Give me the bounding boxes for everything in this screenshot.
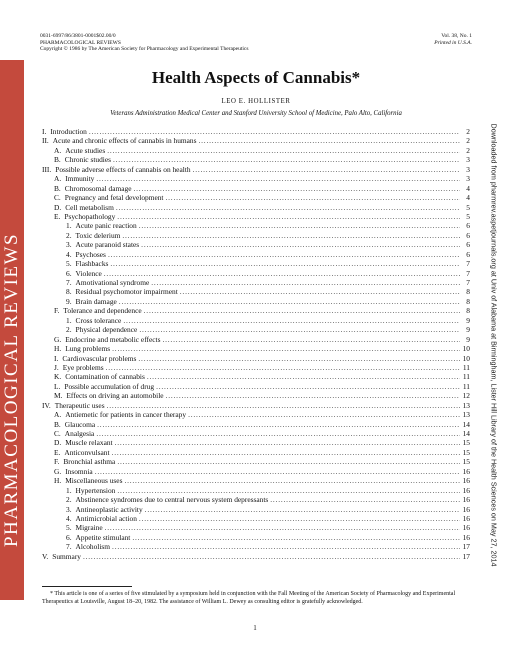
toc-entry-page: 16 — [462, 495, 470, 505]
toc-entry-number: E. — [54, 211, 61, 221]
toc-entry-page: 6 — [466, 240, 470, 250]
toc-entry-number: C. — [54, 193, 61, 203]
toc-entry-number: 2. — [66, 495, 72, 505]
toc-entry-page: 8 — [466, 306, 470, 316]
toc-entry-number: 7. — [66, 278, 72, 287]
toc-entry-number: 1. — [66, 315, 72, 325]
toc-entry-number: F. — [54, 306, 60, 316]
toc-entry — [42, 212, 470, 221]
toc-entry-page: 10 — [462, 344, 470, 354]
toc-entry — [42, 486, 470, 495]
toc-entry-number: G. — [54, 334, 62, 344]
toc-leader-dots — [139, 221, 460, 230]
toc-entry — [42, 420, 470, 429]
toc-entry-label: Introduction — [50, 127, 87, 136]
toc-entry-page: 8 — [466, 287, 470, 297]
toc-entry — [42, 354, 470, 363]
toc-entry-label: Insomnia — [65, 466, 93, 476]
toc-leader-dots — [199, 136, 460, 145]
toc-entry-label: Summary — [52, 551, 81, 561]
journal-sidebar-label: PHARMACOLOGICAL REVIEWS — [1, 232, 22, 548]
toc-entry — [42, 542, 470, 551]
toc-entry-page: 9 — [466, 334, 470, 344]
toc-entry — [42, 514, 470, 523]
toc-entry-label: Chronic studies — [64, 155, 111, 165]
toc-entry-page: 2 — [466, 136, 470, 146]
toc-leader-dots — [145, 505, 460, 514]
toc-leader-dots — [108, 250, 460, 259]
toc-entry-label: Glaucoma — [64, 419, 96, 429]
toc-entry-page: 11 — [462, 372, 470, 382]
toc-leader-dots — [134, 184, 461, 193]
toc-entry-label: Tolerance and dependence — [63, 306, 142, 316]
toc-entry-label: Cardiovascular problems — [62, 353, 137, 363]
toc-entry-page: 9 — [466, 325, 470, 335]
toc-entry-number: III. — [42, 164, 52, 174]
article-affiliation: Veterans Administration Medical Center and Stanford University School of Medicine, Palo Alto, California — [110, 110, 402, 117]
toc-entry-page: 15 — [462, 447, 470, 457]
toc-entry — [42, 401, 470, 410]
toc-leader-dots — [112, 344, 460, 353]
toc-entry — [42, 231, 470, 240]
toc-entry — [42, 382, 470, 391]
toc-entry-number: 2. — [66, 230, 72, 240]
toc-entry-page: 15 — [462, 457, 470, 467]
toc-entry-page: 17 — [462, 542, 470, 552]
toc-entry — [42, 193, 470, 202]
toc-entry-page: 6 — [466, 221, 470, 231]
table-of-contents — [42, 127, 470, 561]
toc-entry-label: Cross tolerance — [75, 315, 122, 325]
toc-entry — [42, 335, 470, 344]
toc-entry — [42, 184, 470, 193]
toc-leader-dots — [115, 438, 460, 447]
toc-entry — [42, 457, 470, 466]
toc-leader-dots — [123, 316, 460, 325]
toc-entry-number: F. — [54, 457, 60, 467]
toc-entry-label: Muscle relaxant — [65, 438, 113, 448]
toc-leader-dots — [193, 165, 460, 174]
toc-entry-label: Antiemetic for patients in cancer therapy — [65, 410, 187, 420]
toc-entry — [42, 174, 470, 183]
toc-entry-page: 4 — [466, 183, 470, 193]
toc-entry — [42, 363, 470, 372]
toc-entry-number: 1. — [66, 221, 72, 231]
toc-entry-number: A. — [54, 145, 62, 155]
toc-entry-page: 7 — [466, 278, 470, 287]
toc-leader-dots — [83, 552, 460, 561]
toc-entry — [42, 240, 470, 249]
toc-entry-page: 2 — [466, 145, 470, 155]
toc-entry-number: C. — [54, 429, 61, 438]
download-note: Downloaded from pharmrev.aspetjournals.org at Univ of Alabama at Birmingham, Lister Hill Library of the Health Sciences on May 27, 2014 — [489, 123, 499, 567]
toc-entry-page: 16 — [462, 523, 470, 533]
toc-entry-page: 3 — [466, 155, 470, 165]
toc-entry-number: L. — [54, 381, 61, 391]
toc-leader-dots — [96, 429, 460, 438]
toc-entry — [42, 297, 470, 306]
toc-entry-label: Abstinence syndromes due to central nervous system depressants — [75, 495, 269, 505]
toc-entry-page: 16 — [462, 532, 470, 542]
toc-leader-dots — [188, 410, 460, 419]
toc-entry-page: 17 — [462, 551, 470, 561]
toc-leader-dots — [96, 174, 460, 183]
toc-entry — [42, 155, 470, 164]
toc-entry-label: Flashbacks — [75, 259, 109, 269]
page-number: 1 — [253, 624, 257, 632]
toc-leader-dots — [122, 231, 460, 240]
toc-entry-page: 16 — [462, 466, 470, 476]
toc-entry-label: Miscellaneous uses — [65, 476, 123, 486]
toc-leader-dots — [139, 514, 460, 523]
toc-entry — [42, 410, 470, 419]
toc-entry-page: 9 — [466, 315, 470, 325]
toc-leader-dots — [180, 287, 460, 296]
toc-entry-page: 6 — [466, 230, 470, 240]
toc-entry-label: Contamination of cannabis — [65, 372, 145, 382]
toc-entry — [42, 269, 470, 278]
toc-entry-label: Pregnancy and fetal development — [64, 193, 164, 203]
toc-entry-page: 10 — [462, 353, 470, 363]
toc-leader-dots — [117, 486, 460, 495]
toc-entry-label: Chromosomal damage — [64, 183, 132, 193]
toc-entry-number: A. — [54, 174, 62, 184]
toc-entry-page: 5 — [466, 211, 470, 221]
toc-entry-number: V. — [42, 551, 49, 561]
toc-entry-number: 7. — [66, 542, 72, 552]
toc-entry — [42, 391, 470, 400]
toc-entry-page: 13 — [462, 410, 470, 420]
toc-entry — [42, 316, 470, 325]
toc-entry-page: 5 — [466, 202, 470, 212]
toc-entry-label: Possible adverse effects of cannabis on health — [55, 164, 191, 174]
toc-entry-number: 6. — [66, 268, 72, 278]
toc-leader-dots — [117, 212, 460, 221]
toc-entry-label: Acute panic reaction — [75, 221, 137, 231]
toc-entry-label: Toxic delerium — [75, 230, 121, 240]
toc-entry-label: Eye problems — [62, 362, 104, 372]
toc-entry-number: 2. — [66, 325, 72, 335]
toc-entry — [42, 146, 470, 155]
toc-entry-label: Psychopathology — [64, 211, 116, 221]
toc-entry-number: 6. — [66, 532, 72, 542]
toc-entry-number: B. — [54, 155, 61, 165]
toc-entry-number: B. — [54, 419, 61, 429]
toc-entry — [42, 325, 470, 334]
journal-copyright: Copyright © 1986 by The American Society for Pharmacology and Experimental Therapeutics — [40, 46, 249, 53]
toc-entry — [42, 221, 470, 230]
footnote-rule — [42, 586, 132, 587]
toc-leader-dots — [112, 448, 460, 457]
toc-entry — [42, 287, 470, 296]
toc-leader-dots — [104, 269, 460, 278]
toc-entry-label: Migraine — [75, 523, 103, 533]
toc-leader-dots — [107, 401, 460, 410]
toc-leader-dots — [166, 391, 460, 400]
toc-leader-dots — [119, 297, 460, 306]
toc-leader-dots — [270, 495, 460, 504]
toc-entry-page: 14 — [462, 429, 470, 438]
toc-entry — [42, 372, 470, 381]
toc-entry — [42, 523, 470, 532]
toc-leader-dots — [132, 533, 460, 542]
toc-entry-label: Violence — [75, 268, 102, 278]
toc-entry-label: Therapeutic uses — [54, 400, 105, 410]
toc-entry-label: Physical dependence — [75, 325, 138, 335]
toc-leader-dots — [156, 382, 460, 391]
toc-leader-dots — [89, 127, 460, 136]
toc-entry — [42, 127, 470, 136]
toc-entry-label: Hypertension — [75, 485, 116, 495]
toc-entry-page: 15 — [462, 438, 470, 448]
toc-leader-dots — [112, 542, 460, 551]
toc-leader-dots — [113, 155, 460, 164]
toc-leader-dots — [117, 457, 460, 466]
toc-entry-label: Possible accumulation of drug — [64, 381, 155, 391]
toc-entry-label: Acute paranoid states — [75, 240, 140, 250]
journal-name: PHARMACOLOGICAL REVIEWS — [40, 39, 121, 46]
toc-leader-dots — [144, 306, 460, 315]
toc-entry-page: 11 — [462, 362, 470, 372]
toc-entry-number: B. — [54, 183, 61, 193]
toc-entry-label: Amotivational syndrome — [75, 278, 150, 287]
toc-entry-number: 9. — [66, 296, 72, 306]
journal-volume: Vol. 38, No. 1 — [441, 33, 472, 39]
toc-entry-number: E. — [54, 447, 61, 457]
toc-entry-label: Bronchial asthma — [63, 457, 116, 467]
journal-code: 0031-6997/86/3801-0001$02.00/0 — [40, 33, 116, 39]
toc-entry-label: Effects on driving an automobile — [66, 391, 164, 401]
toc-entry — [42, 165, 470, 174]
toc-entry-number: K. — [54, 372, 62, 382]
toc-leader-dots — [105, 523, 460, 532]
toc-entry — [42, 306, 470, 315]
toc-entry-label: Endocrine and metabolic effects — [65, 334, 161, 344]
toc-leader-dots — [162, 335, 460, 344]
toc-leader-dots — [141, 240, 460, 249]
toc-entry — [42, 495, 470, 504]
toc-entry — [42, 203, 470, 212]
toc-entry-number: M. — [54, 391, 63, 401]
toc-entry-label: Brain damage — [75, 296, 117, 306]
toc-entry-page: 16 — [462, 504, 470, 514]
toc-leader-dots — [97, 420, 460, 429]
toc-entry-page: 13 — [462, 400, 470, 410]
toc-entry-page: 16 — [462, 476, 470, 486]
toc-entry-number: 4. — [66, 249, 72, 259]
toc-leader-dots — [95, 467, 460, 476]
toc-entry-label: Residual psychomotor impairment — [75, 287, 178, 297]
footnote: * This article is one of a series of five stimulated by a symposium held in conjunction with the Fall Meeting of the American Society of Pharmacology and Experimental Therapeutics at Louisville, August 18–20, 1982. The assistance of William L. Dewey as consulting editor is gratefully acknowledged. — [42, 591, 456, 605]
toc-entry — [42, 533, 470, 542]
toc-entry — [42, 476, 470, 485]
toc-entry-page: 16 — [462, 513, 470, 523]
toc-entry-number: I. — [54, 353, 59, 363]
toc-entry-page: 3 — [466, 174, 470, 184]
toc-entry-number: 8. — [66, 287, 72, 297]
toc-entry-number: I. — [42, 127, 47, 136]
toc-entry-page: 6 — [466, 249, 470, 259]
article-title: Health Aspects of Cannabis* — [151, 68, 361, 87]
toc-entry-page: 14 — [462, 419, 470, 429]
toc-entry — [42, 438, 470, 447]
toc-entry-page: 8 — [466, 296, 470, 306]
toc-entry-label: Analgesia — [64, 429, 95, 438]
toc-entry-number: D. — [54, 202, 62, 212]
toc-entry-page: 4 — [466, 193, 470, 203]
toc-entry-number: 5. — [66, 523, 72, 533]
toc-leader-dots — [107, 146, 460, 155]
toc-entry-label: Alcoholism — [75, 542, 111, 552]
toc-entry-page: 7 — [466, 268, 470, 278]
toc-entry-number: 3. — [66, 240, 72, 250]
toc-leader-dots — [124, 476, 460, 485]
toc-entry-number: 3. — [66, 504, 72, 514]
toc-entry-page: 3 — [466, 164, 470, 174]
toc-entry-label: Immunity — [65, 174, 95, 184]
toc-entry-label: Anticonvulsant — [64, 447, 110, 457]
toc-entry-number: G. — [54, 466, 62, 476]
toc-entry-number: J. — [54, 362, 59, 372]
toc-entry-label: Antimicrobial action — [75, 513, 137, 523]
toc-entry-number: D. — [54, 438, 62, 448]
toc-leader-dots — [110, 259, 460, 268]
toc-entry-page: 11 — [462, 381, 470, 391]
toc-entry — [42, 429, 470, 438]
toc-entry-number: 4. — [66, 513, 72, 523]
toc-entry-number: 1. — [66, 485, 72, 495]
journal-sidebar-band — [0, 60, 24, 600]
toc-entry — [42, 552, 470, 561]
toc-entry-label: Lung problems — [65, 344, 111, 354]
toc-entry — [42, 505, 470, 514]
journal-header-left — [40, 33, 249, 53]
article-author: LEO E. HOLLISTER — [221, 98, 291, 105]
toc-entry-page: 2 — [466, 127, 470, 136]
journal-header-right — [434, 33, 472, 46]
toc-entry-number: A. — [54, 410, 62, 420]
journal-printed: Printed in U.S.A. — [434, 39, 472, 46]
toc-entry — [42, 136, 470, 145]
toc-entry — [42, 344, 470, 353]
toc-entry-page: 16 — [462, 485, 470, 495]
toc-leader-dots — [139, 325, 460, 334]
toc-entry-number: 5. — [66, 259, 72, 269]
toc-entry — [42, 259, 470, 268]
toc-entry-label: Antineoplastic activity — [75, 504, 143, 514]
toc-entry-number: H. — [54, 476, 62, 486]
toc-entry-label: Psychoses — [75, 249, 106, 259]
toc-leader-dots — [151, 278, 460, 287]
toc-entry-number: IV. — [42, 400, 51, 410]
toc-entry-page: 12 — [462, 391, 470, 401]
toc-leader-dots — [106, 363, 460, 372]
toc-entry-label: Cell metabolism — [65, 202, 114, 212]
toc-entry-number: II. — [42, 136, 49, 146]
toc-leader-dots — [147, 372, 460, 381]
toc-leader-dots — [116, 203, 460, 212]
toc-entry-label: Appetite stimulant — [75, 532, 131, 542]
toc-entry-page: 7 — [466, 259, 470, 269]
toc-entry-label: Acute and chronic effects of cannabis in humans — [52, 136, 197, 146]
toc-entry-number: H. — [54, 344, 62, 354]
toc-entry — [42, 278, 470, 287]
toc-entry — [42, 467, 470, 476]
toc-leader-dots — [138, 354, 460, 363]
toc-entry — [42, 448, 470, 457]
toc-entry — [42, 250, 470, 259]
toc-entry-label: Acute studies — [65, 145, 106, 155]
toc-leader-dots — [166, 193, 461, 202]
